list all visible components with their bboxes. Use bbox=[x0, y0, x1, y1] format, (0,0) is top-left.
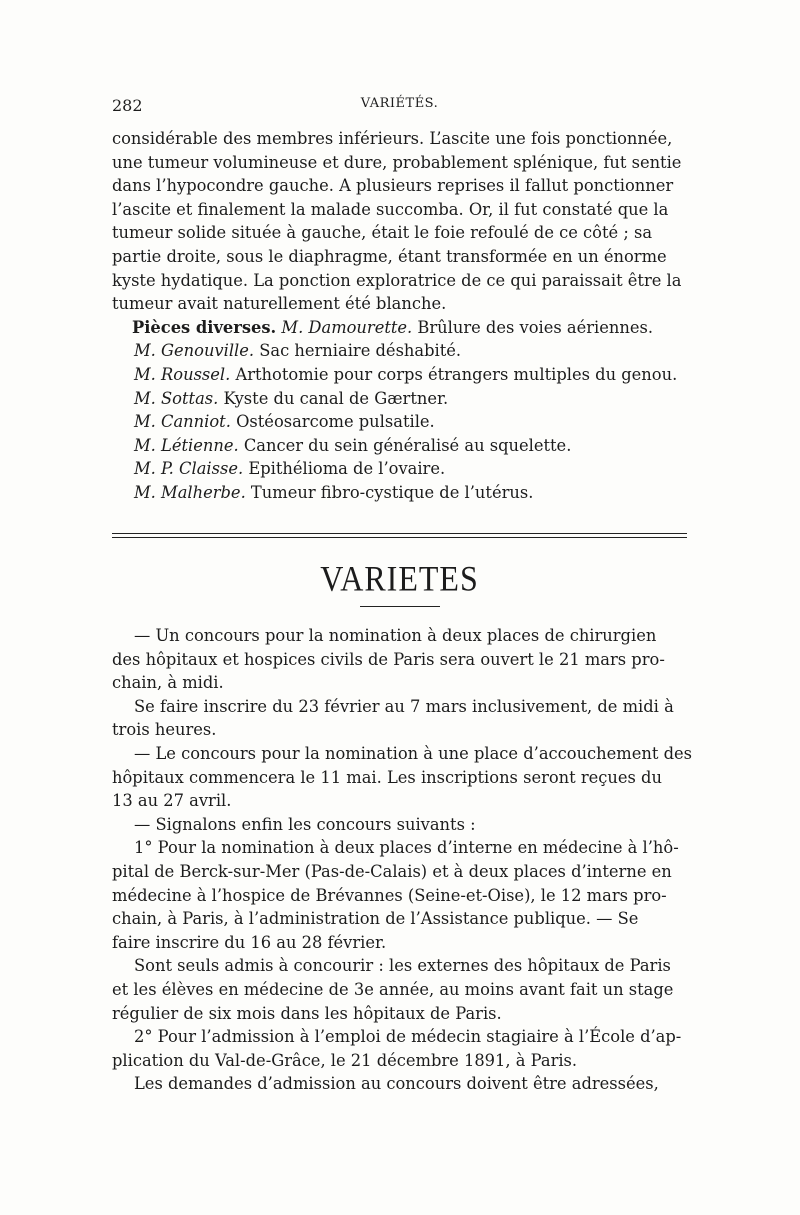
item-text: Sac herniaire déshabité. bbox=[254, 341, 462, 361]
text-line: plication du Val-de-Grâce, le 21 décembre 1891, à Paris. bbox=[112, 1050, 578, 1070]
text-line: 2° Pour l’admission à l’emploi de médecin stagiaire à l’École d’ap- bbox=[134, 1027, 682, 1047]
pieces-diverses-line bbox=[112, 316, 687, 340]
author-name: M. Genouville. bbox=[134, 341, 255, 361]
text-line: — Signalons enfin les concours suivants : bbox=[134, 814, 476, 834]
item-text: Epithélioma de l’ovaire. bbox=[243, 459, 446, 479]
list-item bbox=[112, 363, 687, 387]
author-name: M. Sottas. bbox=[134, 388, 219, 408]
text-line: — Le concours pour la nomination à une place d’accouchement des bbox=[134, 743, 692, 763]
text-line: chain, à midi. bbox=[112, 673, 224, 693]
text-line: 1° Pour la nomination à deux places d’interne en médecine à l’hô- bbox=[134, 838, 679, 858]
item-text: Tumeur fibro-cystique de l’utérus. bbox=[245, 482, 534, 502]
text-line: partie droite, sous le diaphragme, étant transformée en un énorme bbox=[112, 246, 667, 266]
text-line: 13 au 27 avril. bbox=[112, 791, 232, 811]
text-line: pital de Berck-sur-Mer (Pas-de-Calais) et à deux places d’interne en bbox=[112, 861, 672, 881]
list-item bbox=[112, 339, 687, 363]
list-item bbox=[112, 434, 687, 458]
text-line: des hôpitaux et hospices civils de Paris sera ouvert le 21 mars pro- bbox=[112, 649, 665, 669]
running-title: VARIÉTÉS. bbox=[360, 96, 439, 111]
section-title: VARIETES bbox=[320, 557, 479, 599]
item-text: Arthotomie pour corps étrangers multiples du genou. bbox=[230, 364, 678, 384]
section-divider bbox=[112, 533, 687, 538]
text-line: régulier de six mois dans les hôpitaux de Paris. bbox=[112, 1003, 502, 1023]
text-line: hôpitaux commencera le 11 mai. Les inscriptions seront reçues du bbox=[112, 767, 662, 787]
text-line: médecine à l’hospice de Brévannes (Seine-et-Oise), le 12 mars pro- bbox=[112, 885, 667, 905]
list-item bbox=[112, 481, 687, 505]
text-line: tumeur solide située à gauche, était le foie refoulé de ce côté ; sa bbox=[112, 223, 653, 243]
text-line: l’ascite et finalement la malade succomba. Or, il fut constaté que la bbox=[112, 199, 669, 219]
text-line: et les élèves en médecine de 3e année, au moins avant fait un stage bbox=[112, 979, 674, 999]
text-line: dans l’hypocondre gauche. A plusieurs reprises il fallut ponctionner bbox=[112, 176, 674, 196]
author-name: M. Malherbe. bbox=[134, 482, 246, 502]
text-line: — Un concours pour la nomination à deux places de chirurgien bbox=[134, 626, 657, 645]
text-line: trois heures. bbox=[112, 720, 217, 740]
list-item bbox=[112, 410, 687, 434]
text-line: Se faire inscrire du 23 février au 7 mars inclusivement, de midi à bbox=[134, 696, 674, 716]
author-name: M. Roussel. bbox=[134, 364, 231, 384]
text-line: Les demandes d’admission au concours doivent être adressées, bbox=[134, 1074, 659, 1094]
text-line: tumeur avait naturellement été blanche. bbox=[112, 294, 447, 314]
text-line: chain, à Paris, à l’administration de l’Assistance publique. — Se bbox=[112, 909, 639, 929]
top-paragraph bbox=[112, 127, 687, 505]
text-line: considérable des membres inférieurs. L’ascite une fois ponctionnée, bbox=[112, 129, 673, 148]
text-line: une tumeur volumineuse et dure, probablement splénique, fut sentie bbox=[112, 152, 682, 172]
text-line: Sont seuls admis à concourir : les externes des hôpitaux de Paris bbox=[134, 956, 671, 976]
list-item bbox=[112, 387, 687, 411]
author-name: M. Létienne. bbox=[134, 435, 239, 455]
text-line: kyste hydatique. La ponction exploratrice de ce qui paraissait être la bbox=[112, 270, 682, 290]
title-underline bbox=[360, 606, 440, 607]
pieces-diverses-heading: Pièces diverses. bbox=[132, 317, 277, 337]
author-name: M. Canniot. bbox=[134, 412, 231, 432]
item-text: Ostéosarcome pulsatile. bbox=[230, 412, 435, 432]
list-item bbox=[112, 457, 687, 481]
item-text: Cancer du sein généralisé au squelette. bbox=[238, 435, 572, 455]
author-name: M. P. Claisse. bbox=[134, 459, 244, 479]
item-text: Kyste du canal de Gærtner. bbox=[218, 388, 449, 408]
author-name: M. Damourette. bbox=[281, 317, 413, 337]
text-line: faire inscrire du 16 au 28 février. bbox=[112, 932, 387, 952]
page-number: 282 bbox=[112, 96, 143, 115]
page-header bbox=[112, 96, 687, 120]
item-text: Brûlure des voies aériennes. bbox=[412, 317, 653, 337]
varietes-body bbox=[112, 624, 692, 1096]
